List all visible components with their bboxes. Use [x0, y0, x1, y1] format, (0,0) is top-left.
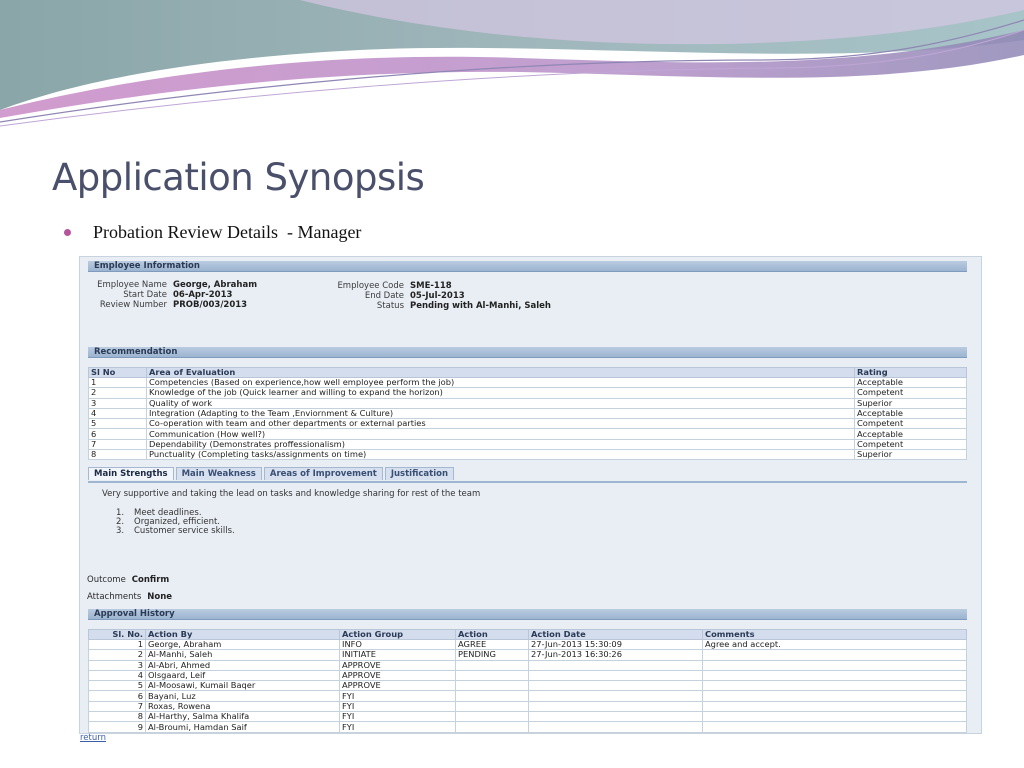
table-cell	[456, 670, 529, 680]
table-row	[89, 670, 967, 680]
table-cell: 8	[89, 450, 147, 460]
start-date-field	[86, 290, 232, 300]
table-cell: Competent	[855, 439, 967, 449]
table-cell: Punctuality (Completing tasks/assignments on time)	[147, 450, 855, 460]
strengths-text: Very supportive and taking the lead on tasks and knowledge sharing for rest of the team	[102, 489, 481, 499]
table-cell: 6	[89, 691, 146, 701]
table-cell: Dependability (Demonstrates proffessionalism)	[147, 439, 855, 449]
approval-header-row	[89, 630, 967, 640]
col-action: Action	[456, 630, 529, 640]
table-row	[89, 439, 967, 449]
table-cell: 1	[89, 378, 147, 388]
employee-name-value: George, Abraham	[173, 280, 258, 290]
table-cell: Co-operation with team and other departments or external parties	[147, 419, 855, 429]
table-cell	[703, 691, 967, 701]
tab-bar	[88, 467, 454, 480]
table-cell: Competent	[855, 419, 967, 429]
end-date-field	[320, 291, 465, 301]
table-cell	[529, 722, 703, 732]
table-row	[89, 681, 967, 691]
col-comments: Comments	[703, 630, 967, 640]
table-cell	[703, 670, 967, 680]
table-cell: FYI	[340, 691, 456, 701]
attachments-value: None	[147, 592, 173, 602]
col-sl-no: Sl. No.	[89, 630, 146, 640]
table-cell	[703, 722, 967, 732]
table-cell	[456, 722, 529, 732]
col-sl-no: Sl No	[89, 368, 147, 378]
status-field	[320, 301, 551, 311]
slide-title: Application Synopsis	[52, 156, 425, 199]
table-cell: Al-Broumi, Hamdan Saif	[146, 722, 340, 732]
recommendation-header: Recommendation	[88, 347, 967, 358]
employee-name-field	[86, 280, 257, 290]
outcome-value: Confirm	[131, 575, 170, 585]
start-date-value: 06-Apr-2013	[173, 290, 233, 300]
table-cell	[529, 691, 703, 701]
table-cell: 6	[89, 429, 147, 439]
table-row	[89, 701, 967, 711]
employee-code-field	[320, 281, 452, 291]
table-cell: 2	[89, 388, 147, 398]
table-cell: Competencies (Based on experience,how well employee perform the job)	[147, 378, 855, 388]
end-date-value: 05-Jul-2013	[410, 291, 465, 301]
table-cell: APPROVE	[340, 670, 456, 680]
tab-divider	[88, 481, 967, 483]
attachments-label: Attachments	[87, 592, 142, 602]
table-cell	[703, 712, 967, 722]
col-action-date: Action Date	[529, 630, 703, 640]
table-cell: 4	[89, 408, 147, 418]
table-cell	[456, 660, 529, 670]
employee-code-label: Employee Code	[337, 281, 404, 291]
table-cell: 4	[89, 670, 146, 680]
table-cell	[529, 681, 703, 691]
table-cell: APPROVE	[340, 681, 456, 691]
table-cell: 27-Jun-2013 16:30:26	[529, 650, 703, 660]
bullet-row	[64, 222, 361, 243]
table-cell: Integration (Adapting to the Team ,Enviornment & Culture)	[147, 408, 855, 418]
col-rating: Rating	[855, 368, 967, 378]
employee-code-value: SME-118	[410, 281, 452, 291]
approval-history-header: Approval History	[88, 609, 967, 620]
review-number-label: Review Number	[99, 300, 167, 310]
table-cell: Communication (How well?)	[147, 429, 855, 439]
list-item-number: 1.	[116, 508, 125, 518]
status-label: Status	[376, 301, 404, 311]
table-row	[89, 650, 967, 660]
employee-name-label: Employee Name	[97, 280, 167, 290]
table-cell: 5	[89, 419, 147, 429]
review-number-field	[86, 300, 247, 310]
tab-main-weakness[interactable]: Main Weakness	[176, 467, 262, 480]
return-link[interactable]: return	[80, 733, 106, 743]
table-cell	[456, 712, 529, 722]
table-cell: AGREE	[456, 640, 529, 650]
recommendation-table	[88, 367, 967, 460]
table-cell: Acceptable	[855, 429, 967, 439]
table-cell: Olsgaard, Leif	[146, 670, 340, 680]
table-cell: Superior	[855, 450, 967, 460]
table-row	[89, 722, 967, 732]
table-cell: 8	[89, 712, 146, 722]
table-cell: Roxas, Rowena	[146, 701, 340, 711]
outcome-label: Outcome	[87, 575, 126, 585]
table-cell	[456, 691, 529, 701]
table-cell: Al-Abri, Ahmed	[146, 660, 340, 670]
table-cell: PENDING	[456, 650, 529, 660]
table-cell	[529, 712, 703, 722]
list-item-number: 3.	[116, 526, 125, 536]
table-cell: FYI	[340, 722, 456, 732]
table-row	[89, 640, 967, 650]
table-cell: 1	[89, 640, 146, 650]
decorative-swoosh	[0, 0, 1024, 130]
list-item-text: Meet deadlines.	[134, 508, 202, 518]
bullet-text: Probation Review Details - Manager	[93, 222, 362, 242]
employee-info-header: Employee Information	[88, 261, 967, 272]
table-row	[89, 429, 967, 439]
table-cell: INITIATE	[340, 650, 456, 660]
table-cell	[529, 701, 703, 711]
strengths-list	[116, 509, 235, 536]
attachments-field	[87, 592, 172, 602]
table-cell: 9	[89, 722, 146, 732]
table-cell: Bayani, Luz	[146, 691, 340, 701]
table-cell: Acceptable	[855, 378, 967, 388]
table-cell	[703, 681, 967, 691]
table-row	[89, 419, 967, 429]
outcome-field	[87, 575, 169, 585]
tab-justification[interactable]: Justification	[385, 467, 454, 480]
table-cell	[456, 701, 529, 711]
table-cell: 5	[89, 681, 146, 691]
table-cell: 2	[89, 650, 146, 660]
list-item-text: Customer service skills.	[134, 526, 235, 536]
tab-areas-of-improvement[interactable]: Areas of Improvement	[264, 467, 383, 480]
table-cell: Competent	[855, 388, 967, 398]
table-cell: George, Abraham	[146, 640, 340, 650]
table-cell: 27-Jun-2013 15:30:09	[529, 640, 703, 650]
table-cell: Acceptable	[855, 408, 967, 418]
table-row	[89, 450, 967, 460]
table-cell: APPROVE	[340, 660, 456, 670]
table-cell: Quality of work	[147, 398, 855, 408]
end-date-label: End Date	[364, 291, 404, 301]
table-cell: 7	[89, 701, 146, 711]
table-row	[89, 388, 967, 398]
start-date-label: Start Date	[123, 290, 167, 300]
table-row	[89, 378, 967, 388]
table-cell	[703, 660, 967, 670]
table-cell: Al-Harthy, Salma Khalifa	[146, 712, 340, 722]
review-number-value: PROB/003/2013	[173, 300, 248, 310]
table-cell: Al-Moosawi, Kumail Baqer	[146, 681, 340, 691]
table-cell: FYI	[340, 712, 456, 722]
table-cell	[529, 660, 703, 670]
table-row	[89, 408, 967, 418]
col-action-group: Action Group	[340, 630, 456, 640]
table-cell	[703, 650, 967, 660]
table-cell: 3	[89, 398, 147, 408]
table-cell: 3	[89, 660, 146, 670]
col-area: Area of Evaluation	[147, 368, 855, 378]
list-item-number: 2.	[116, 517, 125, 527]
table-cell: 7	[89, 439, 147, 449]
embedded-screenshot	[79, 256, 982, 734]
table-cell	[456, 681, 529, 691]
table-row	[89, 691, 967, 701]
table-cell: Superior	[855, 398, 967, 408]
table-cell: Knowledge of the job (Quick learner and willing to expand the horizon)	[147, 388, 855, 398]
approval-history-table	[88, 629, 967, 733]
table-cell: FYI	[340, 701, 456, 711]
table-cell: INFO	[340, 640, 456, 650]
table-cell	[703, 701, 967, 711]
table-row	[89, 712, 967, 722]
table-cell	[529, 670, 703, 680]
tab-main-strengths[interactable]: Main Strengths	[88, 467, 174, 480]
list-item-text: Organized, efficient.	[134, 517, 221, 527]
col-action-by: Action By	[146, 630, 340, 640]
recommendation-header-row	[89, 368, 967, 378]
bullet-icon	[64, 229, 71, 236]
status-value: Pending with Al-Manhi, Saleh	[410, 301, 551, 311]
table-cell: Agree and accept.	[703, 640, 967, 650]
list-item	[116, 527, 235, 536]
table-row	[89, 398, 967, 408]
table-cell: Al-Manhi, Saleh	[146, 650, 340, 660]
table-row	[89, 660, 967, 670]
